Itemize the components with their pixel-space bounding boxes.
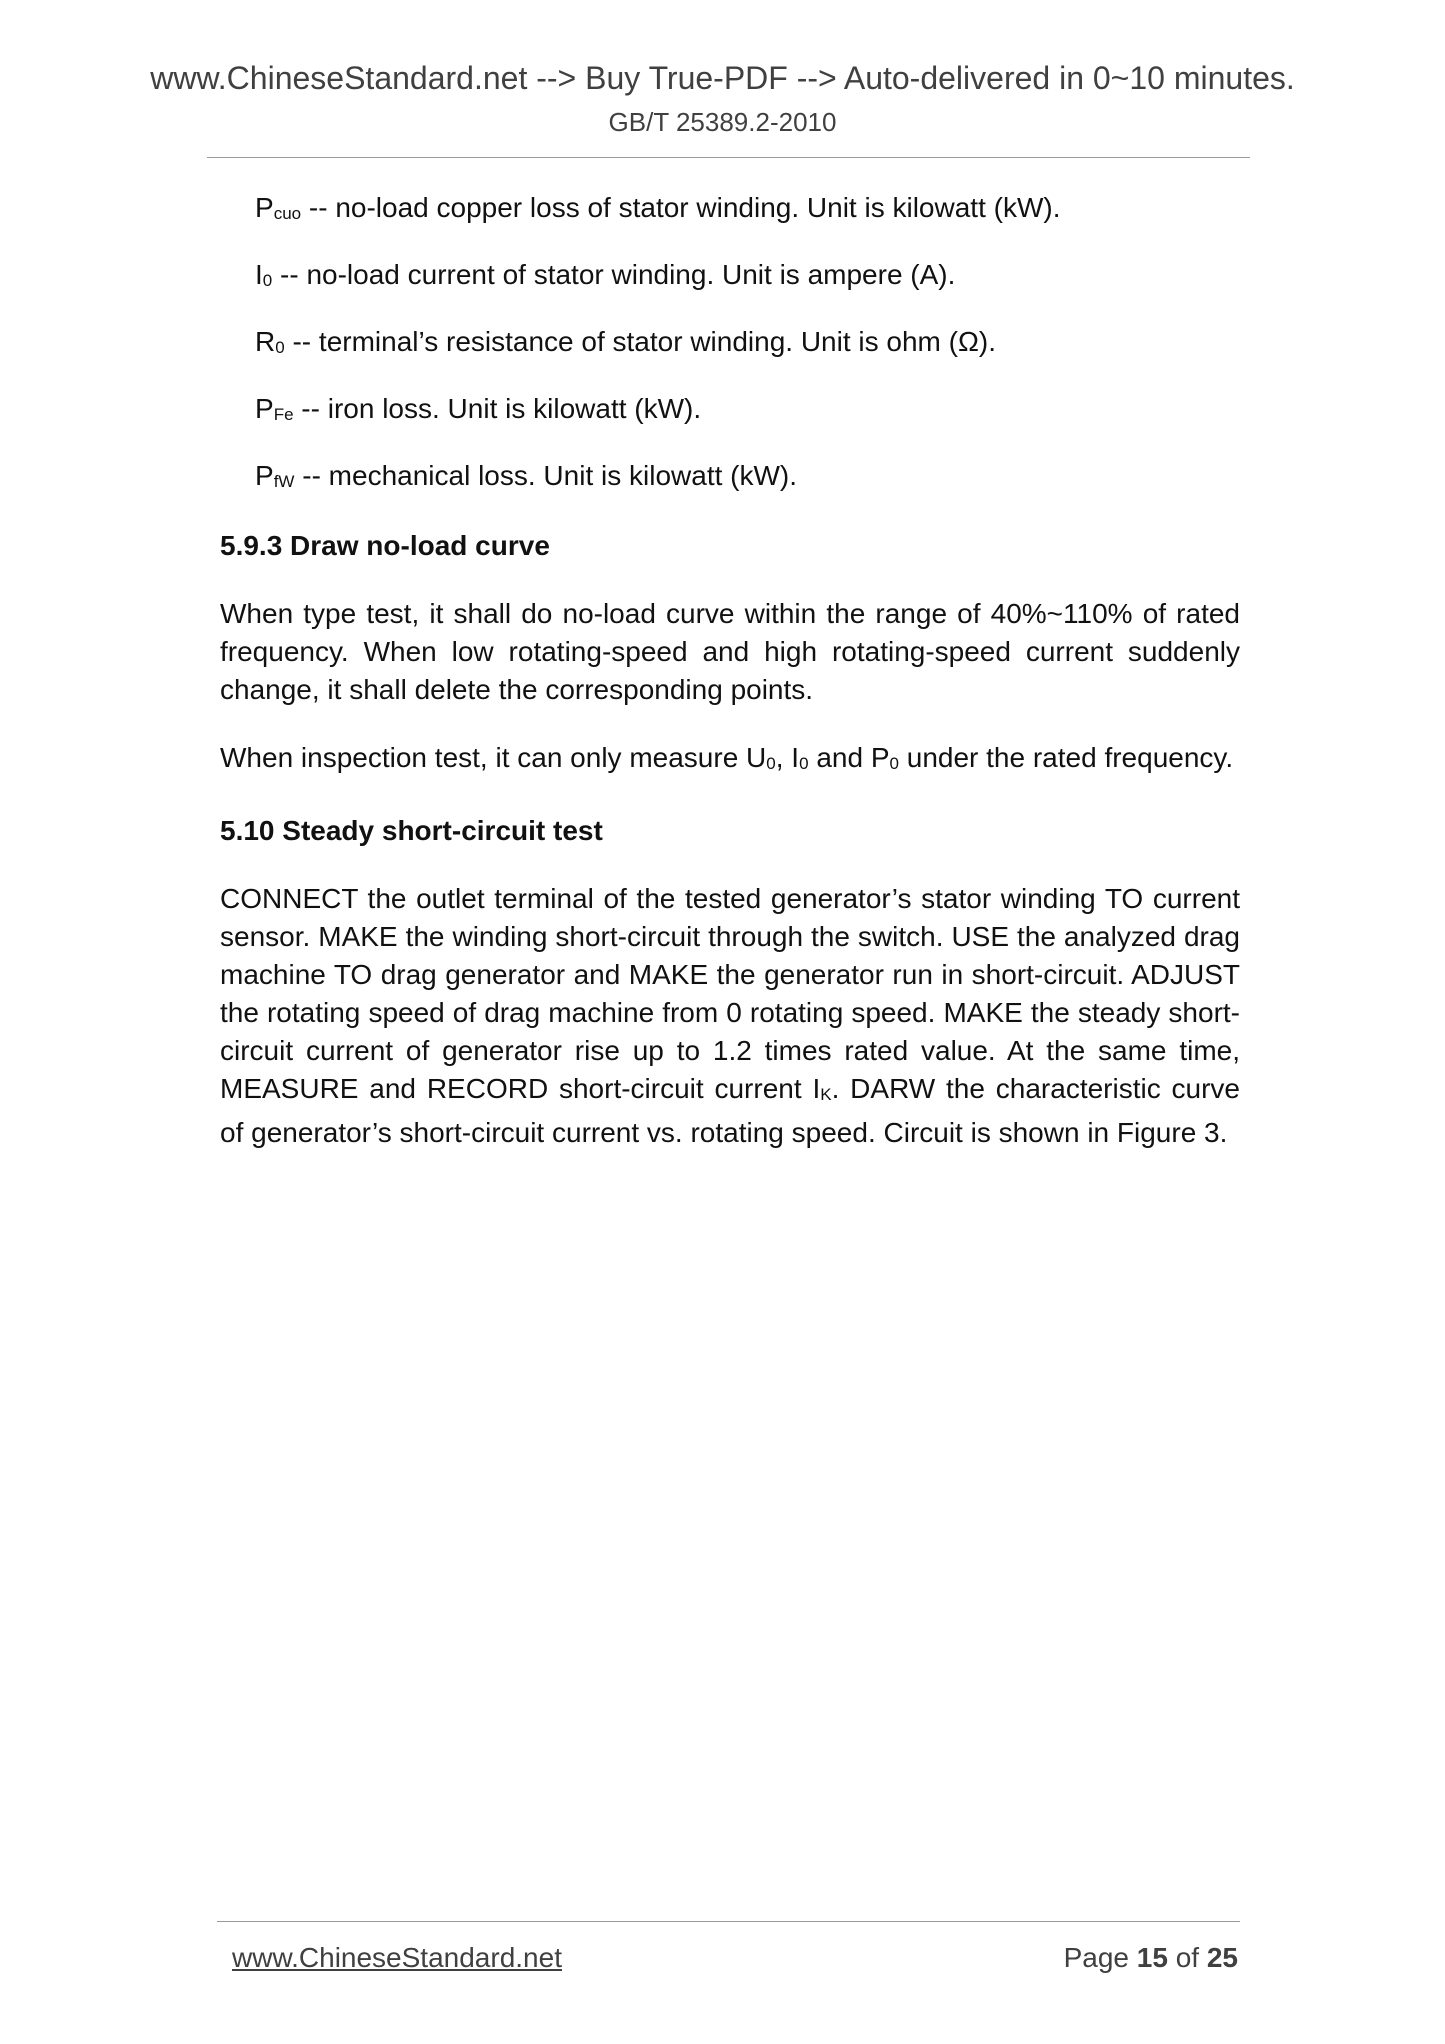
definition-pcuo	[255, 190, 1255, 226]
header-divider	[207, 157, 1250, 158]
definition-text: -- mechanical loss. Unit is kilowatt (kW).	[294, 460, 798, 491]
symbol-subscript: 0	[275, 338, 285, 357]
symbol: P	[255, 192, 274, 223]
definition-text: -- no-load current of stator winding. Unit is ampere (A).	[272, 259, 956, 290]
page-of: of	[1167, 1942, 1207, 1973]
text-run: When inspection test, it can only measure U	[220, 742, 767, 773]
definition-r0	[255, 324, 1255, 360]
document-body	[220, 528, 1240, 1152]
page-indicator	[1064, 1940, 1238, 1976]
text-run: . DARW the characteristic curve of generator’s short-circuit current vs. rotating speed. Circuit is shown in Figure 3.	[220, 1073, 1240, 1148]
text-run: CONNECT the outlet terminal of the tested generator’s stator winding TO current sensor. MAKE the winding short-circuit through the switch. USE the analyzed drag machine TO drag generator and MAKE the generator run in short-circuit. ADJUST the rotating speed of drag machine from 0 rotating speed. MAKE the steady short-circuit current of generator rise up to 1.2 times rated value. At the same time, MEASURE and RECORD short-circuit current I	[220, 883, 1240, 1104]
section-heading-510: 5.10 Steady short-circuit test	[220, 815, 603, 846]
definition-text: -- iron loss. Unit is kilowatt (kW).	[293, 393, 702, 424]
standard-id: GB/T 25389.2-2010	[608, 107, 837, 137]
section-heading-593: 5.9.3 Draw no-load curve	[220, 530, 550, 561]
definition-pfe	[255, 391, 1255, 427]
symbol: I	[255, 259, 263, 290]
symbol: P	[255, 393, 274, 424]
symbol-subscript: Fe	[273, 405, 294, 424]
text-run: under the rated frequency.	[898, 742, 1234, 773]
footer-website-link[interactable]: www.ChineseStandard.net	[232, 1942, 562, 1973]
text-run: and P	[808, 742, 890, 773]
symbol-definitions	[255, 190, 1255, 525]
subscript: 0	[799, 754, 809, 773]
symbol: R	[255, 326, 276, 357]
paragraph-inspection-test	[220, 739, 1240, 783]
page-number: 15	[1136, 1942, 1168, 1973]
footer-divider	[217, 1921, 1240, 1922]
symbol: P	[255, 460, 274, 491]
symbol-subscript: fW	[273, 472, 295, 491]
definition-text: -- terminal’s resistance of stator winding. Unit is ohm (Ω).	[284, 326, 997, 357]
symbol-subscript: 0	[262, 271, 273, 290]
text-run: , I	[775, 742, 800, 773]
page-total: 25	[1206, 1942, 1238, 1973]
definition-pfw	[255, 458, 1255, 494]
symbol-subscript: cuo	[273, 204, 302, 223]
subscript: 0	[766, 754, 776, 773]
page-prefix: Page	[1063, 1942, 1137, 1973]
paragraph-no-load-curve: When type test, it shall do no-load curve within the range of 40%~110% of rated frequency. When low rotating-speed and high rotating-speed current suddenly change, it shall delete the corresponding points.	[220, 598, 1240, 705]
definition-i0	[255, 257, 1255, 293]
header-banner: www.ChineseStandard.net --> Buy True-PDF --> Auto-delivered in 0~10 minutes.	[150, 60, 1295, 96]
subscript: 0	[889, 754, 899, 773]
definition-text: -- no-load copper loss of stator winding. Unit is kilowatt (kW).	[301, 192, 1061, 223]
subscript: K	[820, 1085, 832, 1104]
paragraph-short-circuit-test	[220, 880, 1240, 1152]
